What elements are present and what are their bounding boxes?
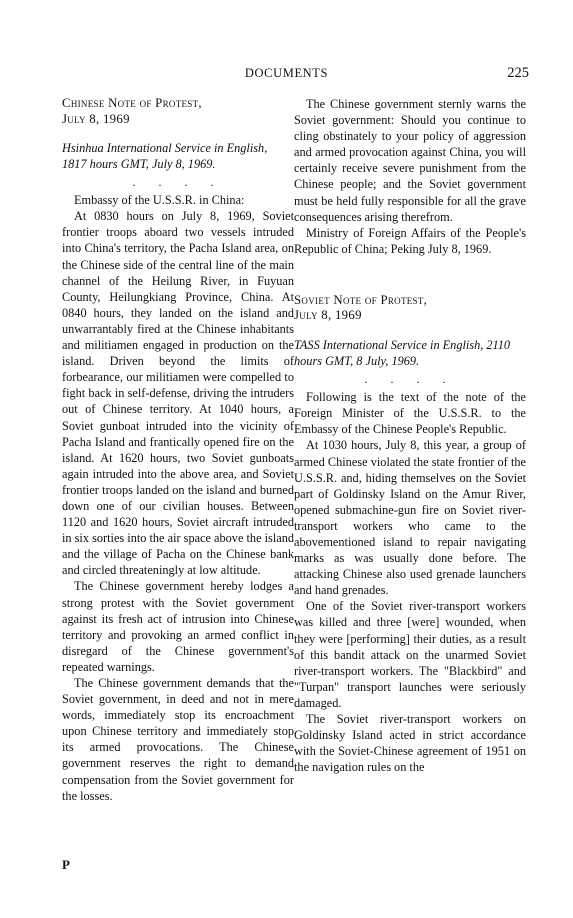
section-gap: [294, 257, 526, 293]
chinese-note-heading: [62, 96, 294, 127]
paragraph: Embassy of the U.S.S.R. in China:: [74, 193, 245, 208]
running-head: [0, 66, 573, 86]
source-line: Hsinhua International Service in English, 1817 hours GMT, July 8, 1969.: [62, 141, 268, 172]
paragraph: One of the Soviet river-transport workers was killed and three [were] wounded, when they were [performing] their duties, as a result of this bandit attack on the unarmed Soviet river-transport workers. The "Blackbird" and "Turpan" transport launches were seriously damaged.: [294, 599, 526, 710]
paragraph: The Soviet river-transport workers on Goldinsky Island acted in strict accordance with the Soviet-Chinese agreement of 1951 on the navigation rules on the: [294, 712, 526, 775]
paragraph: At 1030 hours, July 8, this year, a group of armed Chinese violated the state frontier of the U.S.S.R. and, hiding themselves on the Soviet part of Goldinsky Island on the Amur River, opened submachine-gun fire on Soviet river-transport workers who came to the abovementioned island to repair navigating marks as was usually done before. The attacking Chinese also used grenade launchers and hand grenades.: [294, 438, 526, 598]
signature-folio: P: [62, 857, 70, 872]
left-column: [62, 96, 294, 804]
soviet-note-heading: [294, 293, 526, 324]
source-line: TASS International Service in English, 2110 hours GMT, 8 July, 1969.: [294, 337, 511, 369]
section-dots: . . . .: [364, 372, 456, 387]
heading-line-2: July 8, 1969: [294, 308, 362, 323]
signature-paragraph: Ministry of Foreign Affairs of the People's Republic of China; Peking July 8, 1969.: [294, 225, 526, 256]
heading-line-1: Soviet Note of Protest,: [294, 292, 428, 307]
paragraph: The Chinese government demands that the Soviet government, in deed and not in mere words, immediately stop its encroachment upon Chinese territory and immediately stop its armed provocations. The Chinese government reserves the right to demand compensation from the Soviet government for the losses.: [62, 676, 294, 803]
right-column: [294, 96, 526, 775]
heading-line-2: July 8, 1969: [62, 111, 130, 126]
paragraph: The Chinese government sternly warns the Soviet government: Should you continue to cling obstinately to your policy of aggression and armed provocation against China, you will certainly receive severe punishment from the Chinese people; and the Soviet government must be held fully responsible for all the grave consequences arising therefrom.: [294, 97, 526, 224]
page-number: 225: [507, 65, 529, 81]
paragraph: Following is the text of the note of the Foreign Minister of the U.S.S.R. to the Embassy of the Chinese People's Republic.: [294, 390, 526, 437]
heading-line-1: Chinese Note of Protest,: [62, 96, 202, 110]
paragraph: The Chinese government hereby lodges a strong protest with the Soviet government against its fresh act of intrusion into Chinese territory and provoking an armed conflict in disregard of the Chinese government's repeated warnings.: [62, 579, 294, 674]
running-title: DOCUMENTS: [244, 66, 329, 80]
section-dots: . . . .: [132, 175, 224, 190]
paragraph: At 0830 hours on July 8, 1969, Soviet frontier troops aboard two vessels intruded into China's territory, the Pacha Island area, on the Chinese side of the central line of the main channel of the Heilung River, in Fuyuan County, Heilungkiang Province, China. At 0840 hours, they landed on the island and unwarrantably fired at the Chinese inhabitants and militiamen engaged in production on the island. Driven beyond the limits of forbearance, our militiamen were compelled to fight back in self-defense, driving the intruders out of Chinese territory. At 1040 hours, a Soviet gunboat intruded into the vicinity of Pacha Island and frantically opened fire on the island. At 1620 hours, two Soviet gunboats again intruded into the above area, and Soviet frontier troops landed on the island and burned down one of our civilian houses. Between 1120 and 1620 hours, Soviet aircraft intruded in six sorties into the air space above the island and the village of Pacha on the Chinese bank and circled threateningly at low altitude.: [62, 209, 294, 578]
